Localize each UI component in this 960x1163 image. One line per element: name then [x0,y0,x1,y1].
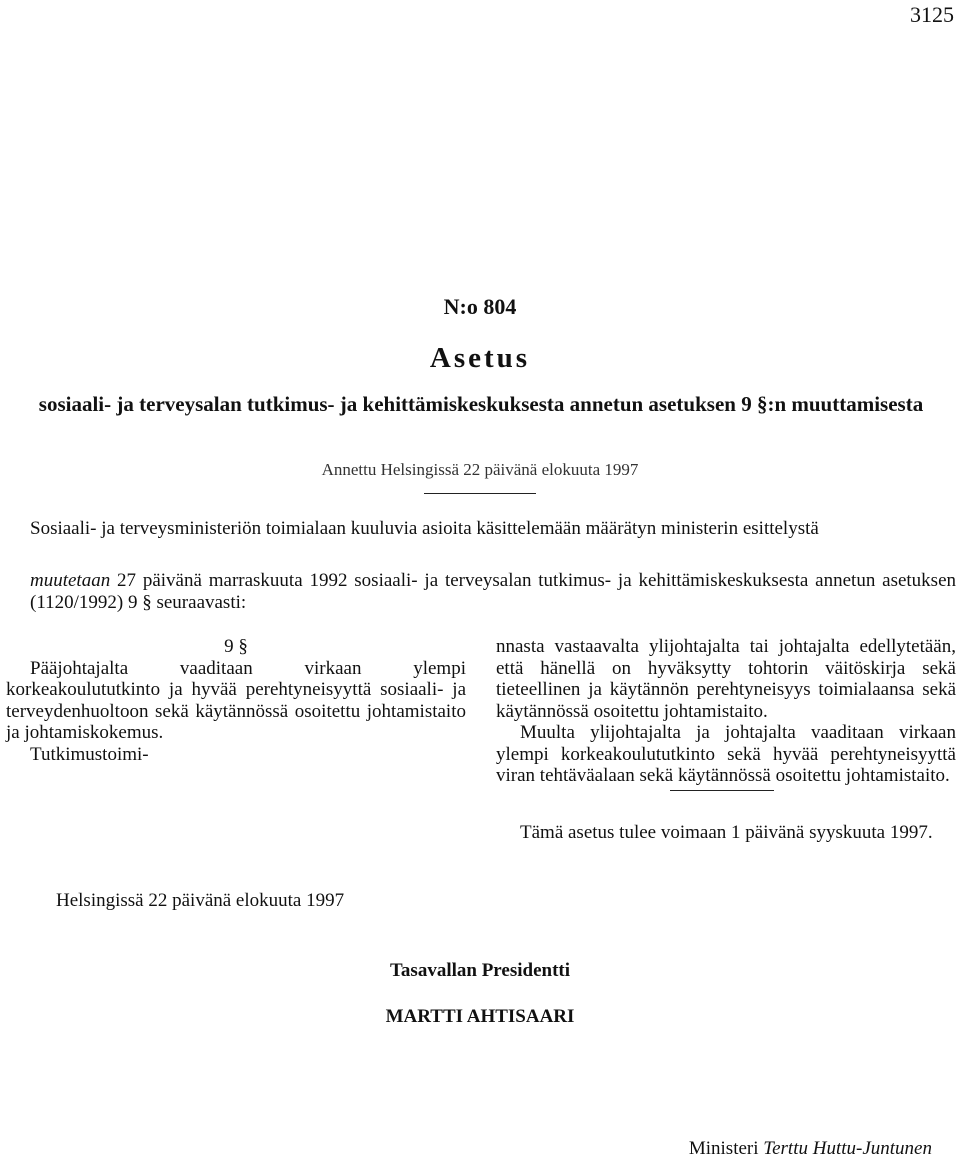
minister-signature [689,1138,932,1160]
minister-label: Ministeri [688,1138,759,1159]
divider-rule-right [670,790,774,791]
entry-into-force-text: Tämä asetus tulee voimaan 1 päivänä syyskuuta 1997. [520,822,933,843]
intro-amendment-text: 27 päivänä marraskuuta 1992 sosiaali- ja terveysalan tutkimus- ja kehittämiskeskuksesta annetun asetuksen (1120/1992) 9 § seuraavasti: [30,570,956,613]
intro-amendment-paragraph [6,570,956,614]
section-heading: 9 § [224,636,248,657]
intro-italic-verb: muutetaan [30,570,111,591]
statute-number: N:o 804 [443,294,517,319]
intro-line-1: Sosiaali- ja terveysministeriön toimialaan kuuluvia asioita käsittelemään määrätyn ministerin esittelystä [30,518,819,539]
document-title: sosiaali- ja terveysalan tutkimus- ja kehittämiskeskuksesta annetun asetuksen 9 §:n muuttamisesta [38,392,924,416]
signature-place-date: Helsingissä 22 päivänä elokuuta 1997 [56,890,345,911]
page-number: 3125 [910,2,954,27]
document-type-heading: Asetus [429,342,531,374]
issued-date-line: Annettu Helsingissä 22 päivänä elokuuta 1997 [321,460,639,479]
right-column [496,636,956,787]
section-paragraph-1: Pääjohtajalta vaaditaan virkaan ylempi korkeakoulututkinto ja hyvää perehtyneisyyttä sosiaali- ja terveydenhuoltoon sekä käytännössä osoitettu johtamistaito ja johtamiskokemus. [6,657,466,743]
section-paragraph-2: Tutkimustoimi- [30,743,149,765]
intro-presenter-paragraph [6,518,956,540]
section-paragraph-3: Muulta ylijohtajalta ja johtajalta vaaditaan virkaan ylempi korkeakoulututkinto sekä hyvää perehtyneisyyttä viran tehtäväalaan sekä käytännössä osoitettu johtamistaito. [496,722,956,786]
signatory-name: MARTTI AHTISAARI [385,1006,575,1027]
minister-name: Terttu Huttu-Juntunen [763,1138,932,1159]
section-paragraph-2-continued: nnasta vastaavalta ylijohtajalta tai johtajalta edellytetään, että hänellä on hyväksytty tohtorin väitöskirja sekä tieteellinen ja käytännön perehtyneisyys toimialaansa sekä käytännössä osoitettu johtamistaito. [496,636,956,722]
entry-into-force-paragraph [496,822,956,844]
signatory-title: Tasavallan Presidentti [390,960,570,981]
divider-rule [424,493,536,494]
left-column [6,636,466,765]
